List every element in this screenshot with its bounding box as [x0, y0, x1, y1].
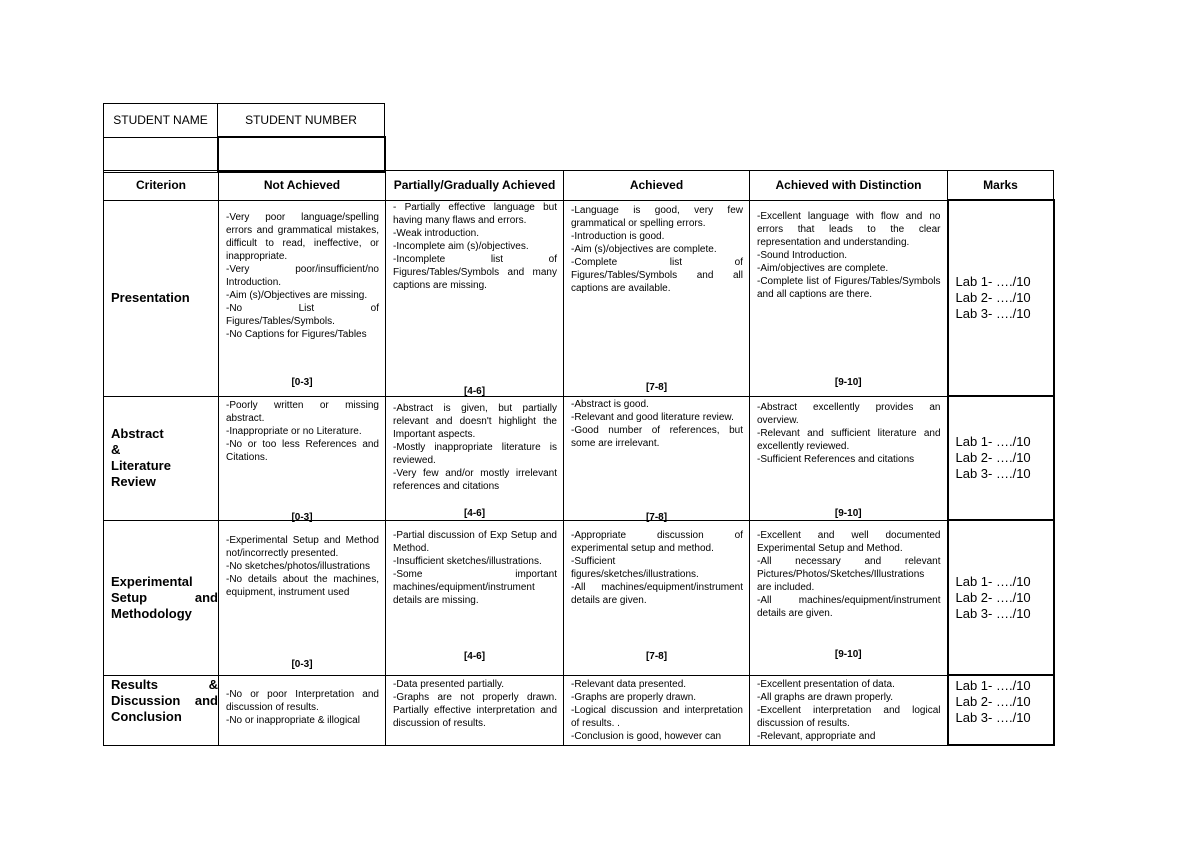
- lab-mark-entry[interactable]: Lab 2- …./10: [955, 694, 1031, 709]
- descriptor-line: -Sufficient figures/sketches/illustrations.: [571, 555, 699, 580]
- descriptor-line: -Poorly written or missing abstract.: [226, 399, 379, 424]
- rubric-row: [104, 200, 1054, 396]
- student-number-label: STUDENT NUMBER: [218, 104, 385, 138]
- score-range: [0-3]: [291, 376, 313, 388]
- descriptor-line: -Insufficient sketches/illustrations.: [393, 555, 542, 567]
- criterion-label: Literature: [111, 458, 171, 473]
- descriptor-line: - Partially effective language but having many flaws and errors.: [393, 201, 557, 226]
- score-range: [7-8]: [645, 511, 668, 523]
- descriptor-line: -Very poor language/spelling errors and grammatical mistakes, difficult to read, ineffective, or inappropriate.: [226, 211, 379, 262]
- rubric-header-row: [104, 171, 1054, 201]
- descriptor-line: -Introduction is good.: [571, 230, 665, 242]
- rubric-table: [103, 170, 1055, 746]
- student-name-label: STUDENT NAME: [104, 104, 218, 138]
- descriptor-cell: [564, 396, 750, 523]
- descriptor-cell: [386, 520, 564, 675]
- descriptor-line: -No or inappropriate & illogical: [226, 714, 360, 726]
- criterion-label: Abstract: [111, 426, 164, 441]
- descriptor-line: -Logical discussion and interpretation of results. .: [571, 704, 743, 729]
- descriptor-line: -Partial discussion of Exp Setup and Method.: [393, 529, 557, 554]
- score-range: [0-3]: [291, 658, 313, 670]
- descriptor-line: -Aim (s)/objectives are complete.: [571, 243, 717, 255]
- col-header-marks: Marks: [948, 171, 1054, 201]
- descriptor-line: -Graphs are not properly drawn. Partially effective interpretation and discussion of results.: [393, 691, 557, 729]
- descriptor-line: -All machines/equipment/instrument details are given.: [571, 581, 743, 606]
- score-range: [4-6]: [463, 507, 486, 519]
- descriptor-line: -Excellent and well documented Experimental Setup and Method.: [757, 529, 941, 554]
- descriptor-cell: [219, 200, 386, 396]
- criterion-label: Review: [111, 474, 156, 489]
- descriptor-line: -No or too less References and Citations.: [226, 438, 379, 463]
- marks-cell[interactable]: [948, 396, 1054, 520]
- criterion-cell: [104, 200, 219, 396]
- descriptor-line: -Relevant and good literature review.: [571, 411, 734, 423]
- marks-cell[interactable]: [948, 200, 1054, 396]
- lab-mark-entry[interactable]: Lab 1- …./10: [955, 434, 1031, 449]
- lab-mark-entry[interactable]: Lab 1- …./10: [955, 678, 1031, 693]
- descriptor-cell: [386, 396, 564, 520]
- descriptor-line: -Mostly inappropriate literature is reviewed.: [393, 441, 557, 466]
- marks-cell[interactable]: [948, 520, 1054, 675]
- lab-mark-entry[interactable]: Lab 1- …./10: [955, 573, 1031, 589]
- student-number-field[interactable]: [218, 137, 385, 172]
- descriptor-line: -Sufficient References and citations: [757, 453, 915, 465]
- lab-mark-entry[interactable]: Lab 3- …./10: [955, 710, 1031, 725]
- descriptor-line: -Excellent language with flow and no errors that leads to the clear representation and understanding.: [757, 210, 941, 248]
- descriptor-line: -Some important machines/equipment/instrument details are missing.: [393, 568, 557, 606]
- descriptor-cell: [219, 675, 386, 745]
- descriptor-line: -Abstract excellently provides an overview.: [757, 401, 941, 426]
- descriptor-line: -Experimental Setup and Method not/incorrectly presented.: [226, 534, 379, 559]
- student-name-field[interactable]: [104, 137, 218, 172]
- criterion-label: Results & Discussion and Conclusion: [111, 676, 218, 724]
- descriptor-cell: [219, 396, 386, 523]
- score-range: [4-6]: [463, 650, 486, 662]
- descriptor-line: -No Captions for Figures/Tables: [226, 328, 367, 340]
- lab-mark-entry[interactable]: Lab 2- …./10: [955, 589, 1031, 605]
- descriptor-line: -Weak introduction.: [393, 227, 479, 239]
- descriptor-line: -Appropriate discussion of experimental setup and method.: [571, 529, 743, 554]
- descriptor-line: -Relevant, appropriate and: [757, 730, 876, 742]
- descriptor-line: -All graphs are drawn properly.: [757, 691, 893, 703]
- descriptor-line: -Excellent interpretation and logical discussion of results.: [757, 704, 941, 729]
- score-range: [7-8]: [645, 650, 668, 662]
- descriptor-line: -Complete list of Figures/Tables/Symbols and all captions are there.: [757, 275, 941, 300]
- descriptor-line: -Sound Introduction.: [757, 249, 848, 261]
- criterion-cell: [104, 675, 219, 745]
- score-range: [4-6]: [463, 385, 486, 397]
- descriptor-line: -No or poor Interpretation and discussion of results.: [226, 688, 379, 713]
- criterion-cell: [104, 520, 219, 675]
- descriptor-line: -Very few and/or mostly irrelevant references and citations: [393, 467, 557, 492]
- descriptor-line: -No details about the machines, equipment, instrument used: [226, 573, 379, 598]
- descriptor-line: -All necessary and relevant Pictures/Photos/Sketches/Illustrations are included.: [757, 555, 941, 593]
- lab-mark-entry[interactable]: Lab 2- …./10: [955, 290, 1031, 305]
- lab-mark-entry[interactable]: Lab 3- …./10: [955, 466, 1031, 481]
- score-range: [9-10]: [834, 376, 862, 388]
- rubric-row: [104, 675, 1054, 745]
- descriptor-line: -No List of Figures/Tables/Symbols.: [226, 302, 379, 327]
- col-header-partially-achieved: Partially/Gradually Achieved: [386, 171, 564, 201]
- lab-mark-entry[interactable]: Lab 1- …./10: [955, 274, 1031, 289]
- score-range: [7-8]: [645, 381, 668, 393]
- rubric-row: [104, 396, 1054, 520]
- descriptor-line: -Good number of references, but some are irrelevant.: [571, 424, 743, 449]
- rubric-row: [104, 520, 1054, 675]
- descriptor-line: -Relevant and sufficient literature and excellently reviewed.: [757, 427, 941, 452]
- descriptor-cell: [750, 200, 948, 396]
- descriptor-line: -Inappropriate or no Literature.: [226, 425, 362, 437]
- descriptor-cell: [750, 675, 948, 745]
- descriptor-line: -Incomplete aim (s)/objectives.: [393, 240, 529, 252]
- col-header-criterion: Criterion: [104, 171, 219, 201]
- criterion-label: Presentation: [111, 290, 190, 305]
- descriptor-line: -No sketches/photos/illustrations: [226, 560, 370, 572]
- score-range: [0-3]: [291, 511, 313, 523]
- descriptor-line: -Graphs are properly drawn.: [571, 691, 697, 703]
- score-range: [9-10]: [834, 648, 862, 660]
- descriptor-line: -Relevant data presented.: [571, 678, 687, 690]
- criterion-label: &: [111, 442, 121, 457]
- descriptor-line: -Language is good, very few grammatical or spelling errors.: [571, 204, 743, 229]
- descriptor-line: -Complete list of Figures/Tables/Symbols and all captions are available.: [571, 256, 743, 294]
- descriptor-cell: [219, 520, 386, 675]
- descriptor-line: -Aim/objectives are complete.: [757, 262, 889, 274]
- criterion-cell: [104, 396, 219, 520]
- score-range: [9-10]: [834, 507, 862, 519]
- descriptor-cell: [564, 675, 750, 745]
- descriptor-line: -Incomplete list of Figures/Tables/Symbols and many captions are missing.: [393, 253, 557, 291]
- descriptor-cell: [750, 396, 948, 520]
- descriptor-cell: [564, 200, 750, 396]
- criterion-label: Experimental Setup and Methodology: [111, 573, 218, 621]
- descriptor-cell: [386, 200, 564, 396]
- descriptor-line: -Conclusion is good, however can: [571, 730, 722, 742]
- lab-mark-entry[interactable]: Lab 2- …./10: [955, 450, 1031, 465]
- descriptor-line: -Excellent presentation of data.: [757, 678, 895, 690]
- descriptor-cell: [386, 675, 564, 745]
- descriptor-line: -All machines/equipment/instrument details are given.: [757, 594, 941, 619]
- descriptor-line: -Aim (s)/Objectives are missing.: [226, 289, 368, 301]
- col-header-achieved: Achieved: [564, 171, 750, 201]
- student-info-table: [103, 103, 386, 173]
- descriptor-cell: [750, 520, 948, 675]
- descriptor-line: -Abstract is given, but partially relevant and doesn't highlight the Important aspects.: [393, 402, 557, 440]
- descriptor-line: -Very poor/insufficient/no Introduction.: [226, 263, 379, 288]
- lab-mark-entry[interactable]: Lab 3- …./10: [955, 605, 1031, 621]
- descriptor-line: -Abstract is good.: [571, 398, 649, 410]
- col-header-distinction: Achieved with Distinction: [750, 171, 948, 201]
- descriptor-cell: [564, 520, 750, 675]
- lab-mark-entry[interactable]: Lab 3- …./10: [955, 306, 1031, 321]
- descriptor-line: -Data presented partially.: [393, 678, 504, 690]
- col-header-not-achieved: Not Achieved: [219, 171, 386, 201]
- marks-cell[interactable]: [948, 675, 1054, 745]
